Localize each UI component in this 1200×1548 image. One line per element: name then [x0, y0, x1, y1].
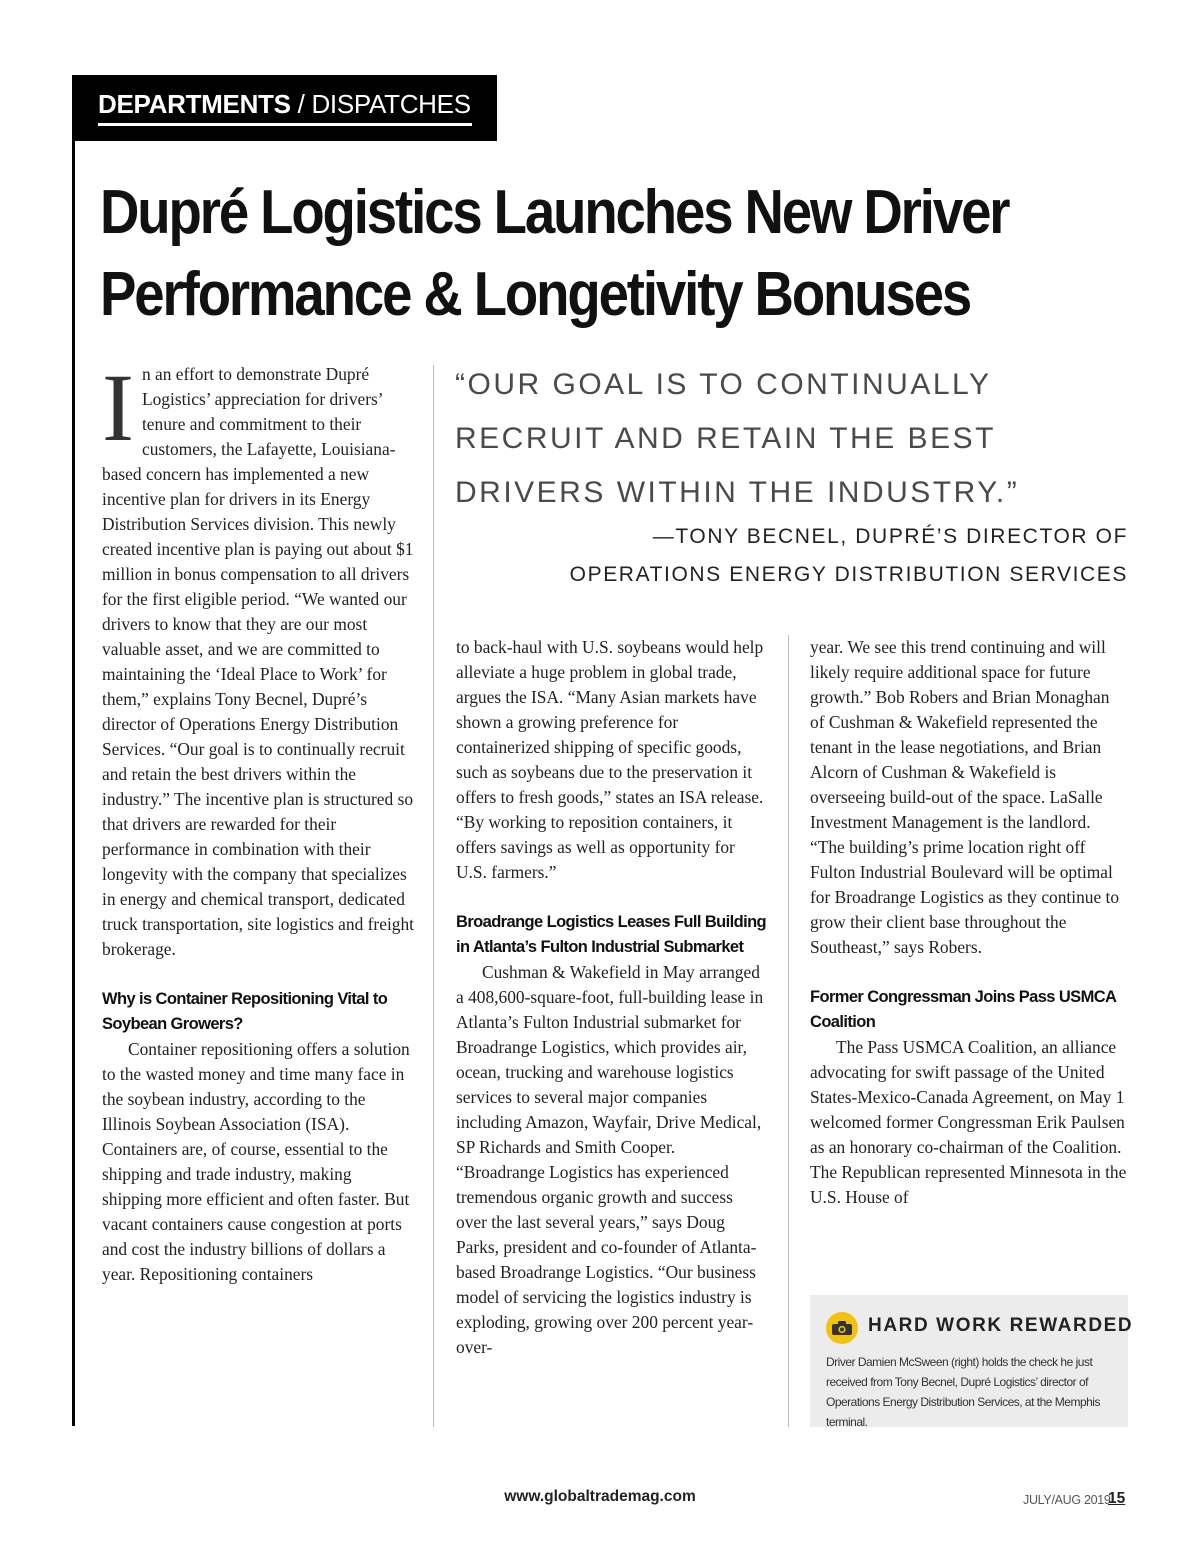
article-column-1: [102, 354, 414, 1287]
headline-line-2: Performance & Longetivity Bonuses: [100, 260, 971, 329]
attribution-line-1: —TONY BECNEL, DUPRÉ’S DIRECTOR OF: [652, 525, 1128, 548]
section-label: [98, 89, 471, 120]
camera-icon: [826, 1312, 858, 1344]
article-2-heading: Why is Container Repositioning Vital to Soybean Growers?: [102, 990, 388, 1033]
column-divider-1: [433, 365, 434, 1427]
article-2-body-part-1: Container repositioning offers a solution to the wasted money and time many face in the soybean industry, according to the Illinois Soybean Association (ISA). Containers are, of course, essential to the shipping and trade industry, making shipping more efficient and often faster. But vacant containers cause congestion at ports and cost the industry billions of dollars a year. Repositioning containers: [102, 1039, 410, 1284]
footer-issue-date: JULY/AUG 2019: [1023, 1493, 1111, 1507]
article-column-2: [456, 635, 768, 1360]
section-separator: /: [290, 89, 312, 119]
subsection-name: DISPATCHES: [311, 89, 471, 119]
footer-url[interactable]: www.globaltrademag.com: [504, 1488, 696, 1505]
article-2-body-part-2: to back-haul with U.S. soybeans would help alleviate a huge problem in global trade, argues the ISA. “Many Asian markets have shown a growing preference for containerized shipping of specific goods, such as soybeans due to the preservation it offers to fresh goods,” states an ISA release. “By working to reposition containers, it offers savings as well as opportunity for U.S. farmers.”: [456, 637, 764, 882]
pull-quote: “OUR GOAL IS TO CONTINUALLY RECRUIT AND RETAIN THE BEST DRIVERS WITHIN THE INDUSTRY.”: [455, 368, 1020, 509]
section-underline: [98, 123, 472, 126]
column-divider-2: [788, 635, 789, 1427]
photo-caption: Driver Damien McSween (right) holds the check he just received from Tony Becnel, Dupré Logistics’ director of Operations Energy Distribution Services, at the Memphis terminal.: [826, 1355, 1100, 1429]
pull-quote-attribution: [488, 518, 1128, 594]
article-4-heading: Former Congressman Joins Pass USMCA Coalition: [810, 988, 1116, 1031]
page-number: 15: [1108, 1490, 1126, 1507]
article-3-body-part-2: year. We see this trend continuing and will likely require additional space for future growth.” Bob Robers and Brian Monaghan of Cushman & Wakefield represented the tenant in the lease negotiations, and Brian Alcorn of Cushman & Wakefield is overseeing build-out of the space. LaSalle Investment Management is the landlord. “The building’s prime location right off Fulton Industrial Boulevard will be optimal for Broadrange Logistics as they continue to grow their client base throughout the Southeast,” says Robers.: [810, 637, 1120, 957]
article-4-body: The Pass USMCA Coalition, an alliance advocating for swift passage of the United States-Mexico-Canada Agreement, on May 1 welcomed former Congressman Erik Paulsen as an honorary co-chairman of the Coalition. The Republican represented Minnesota in the U.S. House of: [810, 1037, 1127, 1207]
article-column-3: [810, 635, 1128, 1210]
drop-cap: I: [102, 354, 134, 461]
attribution-line-2: OPERATIONS ENERGY DISTRIBUTION SERVICES: [569, 563, 1128, 586]
camera-icon-glyph: [832, 1321, 852, 1335]
article-3-body-part-1: Cushman & Wakefield in May arranged a 408,600-square-foot, full-building lease in Atlanta’s Fulton Industrial submarket for Broadrange Logistics, which provides air, ocean, trucking and warehouse logistics services to several major companies including Amazon, Wayfair, Drive Medical, SP Richards and Smith Cooper. “Broadrange Logistics has experienced tremendous organic growth and success over the last several years,” says Doug Parks, president and co-founder of Atlanta-based Broadrange Logistics. “Our business model of servicing the logistics industry is exploding, growing over 200 percent year-over-: [456, 962, 764, 1357]
article-3-heading: Broadrange Logistics Leases Full Building in Atlanta’s Fulton Industrial Submarket: [456, 913, 767, 956]
headline-line-1: Dupré Logistics Launches New Driver: [100, 178, 1009, 247]
page-title: [100, 172, 1042, 336]
article-1-body: [102, 354, 414, 962]
photo-title: HARD WORK REWARDED: [868, 1315, 1134, 1336]
left-margin-rule: [72, 141, 75, 1426]
section-name: DEPARTMENTS: [98, 89, 291, 119]
article-1-text: n an effort to demonstrate Dupré Logistics’ appreciation for drivers’ tenure and commitment to their customers, the Lafayette, Louisiana-based concern has implemented a new incentive plan for drivers in its Energy Distribution Services division. This newly created incentive plan is paying out about $1 million in bonus compensation to all drivers for the first eligible period. “We wanted our drivers to know that they are our most valuable asset, and we are committed to maintaining the ‘Ideal Place to Work’ for them,” explains Tony Becnel, Dupré’s director of Operations Energy Distribution Services. “Our goal is to continually recruit and retain the best drivers within the industry.” The incentive plan is structured so that drivers are rewarded for their performance in combination with their longevity with the company that specializes in energy and chemical transport, dedicated truck transportation, site logistics and freight brokerage.: [102, 364, 414, 959]
